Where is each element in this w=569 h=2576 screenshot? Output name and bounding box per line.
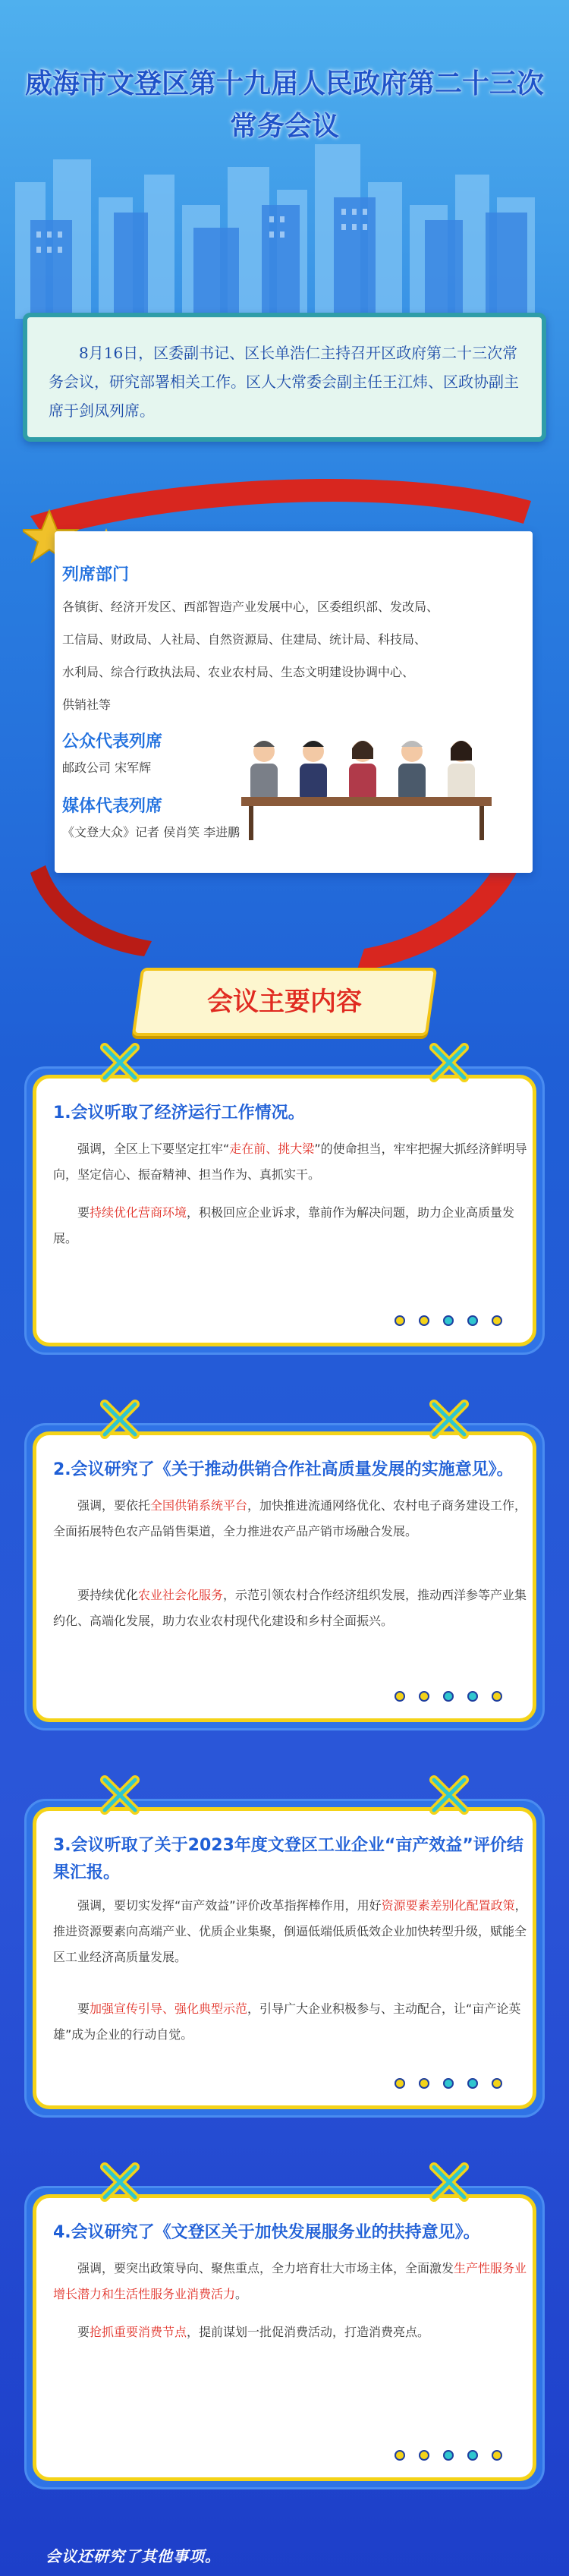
binder-clip-icon [99,1398,141,1441]
section-2-title: 2.会议研究了《关于推动供销合作社高质量发展的实施意见》。 [53,1460,514,1479]
dot-yellow [395,2450,405,2461]
section-1-paragraph-2 [53,1200,531,1252]
section-3-paragraph-1 [53,1893,531,1970]
section-card-3 [24,1799,545,2118]
footer-text: 会议还研究了其他事项。 [46,2547,221,2565]
public-heading: 公众代表列席 [62,732,163,751]
section-3-p2-highlight: 加强宣传引导、强化典型示范 [90,2001,248,2016]
binder-clip-icon [428,1041,470,1084]
meeting-people-illustration [241,729,492,842]
section-3-dots [395,2078,502,2089]
dot-yellow [419,2078,429,2089]
section-3-p2-b: ，引导广大企业积极参与、主动配合，让“亩产论英雄”成为企业的行动自觉。 [53,2001,521,2042]
section-3-p1-highlight: 资源要素差别化配置政策 [381,1898,515,1913]
intro-box [23,313,546,442]
section-4-p2-b: ，提前谋划一批促消费活动，打造消费亮点。 [187,2325,430,2339]
section-2-dots [395,1691,502,1702]
dept-line-2: 工信局、财政局、人社局、自然资源局、住建局、统计局、科技局、 [62,632,427,647]
section-1-dots [395,1315,502,1326]
section-4-p2-a: 要 [77,2325,90,2339]
section-1-p2-highlight: 持续优化营商环境 [90,1205,187,1220]
binder-clip-icon [99,1774,141,1816]
section-2-paragraph-2 [53,1582,531,1634]
section-card-4 [24,2186,545,2489]
dot-yellow [395,1691,405,1702]
dot-yellow [419,2450,429,2461]
dot-yellow [419,1691,429,1702]
section-3-p2-a: 要 [77,2001,90,2016]
section-4-title: 4.会议研究了《文登区关于加快发展服务业的扶持意见》。 [53,2223,480,2242]
binder-clip-icon [99,2161,141,2203]
dept-line-4: 供销社等 [62,698,112,712]
intro-text: 8月16日，区委副书记、区长单浩仁主持召开区政府第二十三次常务会议，研究部署相关工作。区人大常委会副主任王江炜、区政协副主席于剑凤列席。 [49,344,519,420]
section-2-p1-b: ，加快推进流通网络优化、农村电子商务建设工作，全面拓展特色农产品销售渠道，全力推进农产品产销市场融合发展。 [53,1498,527,1538]
binder-clip-icon [428,1398,470,1441]
public-text: 邮政公司 宋军辉 [62,761,152,775]
section-4-paragraph-2 [53,2319,531,2345]
section-card-3-inner [33,1807,536,2109]
section-1-title: 1.会议听取了经济运行工作情况。 [53,1104,305,1123]
dot-yellow [492,2450,502,2461]
dot-yellow [492,1315,502,1326]
dot-yellow [492,2078,502,2089]
section-3-title: 3.会议听取了关于2023年度文登区工业企业“亩产效益”评价结果汇报。 [53,1836,523,1882]
section-2-p1-a: 强调，要依托 [77,1498,151,1513]
section-2-p2-highlight: 农业社会化服务 [138,1588,224,1602]
dot-cyan [467,1315,478,1326]
dept-line-1: 各镇街、经济开发区、西部智造产业发展中心，区委组织部、发改局、 [62,600,439,614]
media-heading: 媒体代表列席 [62,797,163,816]
section-4-p2-highlight: 抢抓重要消费节点 [90,2325,187,2339]
page-title-line-2: 常务会议 [229,110,339,142]
section-2-p2-b: ，示范引领农村合作经济组织发展，推动西洋参等产业集约化、高端化发展，助力农业农村现代化建设和乡村全面振兴。 [53,1588,527,1628]
dot-cyan [443,2450,454,2461]
section-1-p1-highlight: 走在前、挑大梁 [229,1142,315,1156]
section-4-paragraph-1 [53,2256,531,2307]
dot-cyan [467,1691,478,1702]
section-1-p2-a: 要 [77,1205,90,1220]
section-1-paragraph-1 [53,1136,531,1188]
section-4-p1-highlight: 生产性服务业增长潜力和生活性服务业消费活力 [53,2261,527,2301]
dot-yellow [395,1315,405,1326]
section-1-p2-b: ，积极回应企业诉求，靠前作为解决问题，助力企业高质量发展。 [53,1205,515,1245]
section-2-p1-highlight: 全国供销系统平台 [150,1498,248,1513]
header-banner [0,0,569,304]
dot-cyan [443,2078,454,2089]
section-4-p1-b: 。 [235,2287,248,2301]
section-2-p2-a: 要持续优化 [77,1588,139,1602]
dot-cyan [467,2078,478,2089]
dept-heading: 列席部门 [62,565,130,584]
dot-cyan [443,1691,454,1702]
media-text: 《文登大众》记者 侯肖笑 李进鹏 [62,825,240,839]
dot-yellow [419,1315,429,1326]
dot-yellow [395,2078,405,2089]
section-4-dots [395,2450,502,2461]
section-3-paragraph-2 [53,1996,531,2048]
main-content-heading-text: 会议主要内容 [207,987,362,1017]
section-3-p1-a: 强调，要切实发挥“亩产效益”评价改革指挥棒作用，用好 [77,1898,382,1913]
dot-cyan [443,1315,454,1326]
section-card-1 [24,1066,545,1355]
dot-cyan [467,2450,478,2461]
binder-clip-icon [428,2161,470,2203]
section-card-4-inner [33,2194,536,2481]
section-card-1-inner [33,1075,536,1346]
section-1-p1-b: ”的使命担当，牢牢把握大抓经济鲜明导向，坚定信心、振奋精神、担当作为、真抓实干。 [53,1142,527,1182]
page-title-line-1: 威海市文登区第十九届人民政府第二十三次 [24,68,544,99]
dept-line-3: 水利局、综合行政执法局、农业农村局、生态文明建设协调中心、 [62,665,415,679]
section-4-p1-a: 强调，要突出政策导向、聚焦重点，全力培育壮大市场主体，全面激发 [77,2261,454,2275]
section-card-2-inner [33,1431,536,1722]
main-content-heading [132,968,438,1036]
section-card-2 [24,1423,545,1730]
section-3-p1-b: ，推进资源要素向高端产业、优质企业集聚，倒逼低端低质低效企业加快转型升级，赋能全区工业经济高质量发展。 [53,1898,527,1964]
section-2-paragraph-1 [53,1493,531,1545]
city-skyline-illustration [0,129,569,319]
section-1-p1-a: 强调，全区上下要坚定扛牢“ [77,1142,230,1156]
dot-yellow [492,1691,502,1702]
binder-clip-icon [428,1774,470,1816]
binder-clip-icon [99,1041,141,1084]
